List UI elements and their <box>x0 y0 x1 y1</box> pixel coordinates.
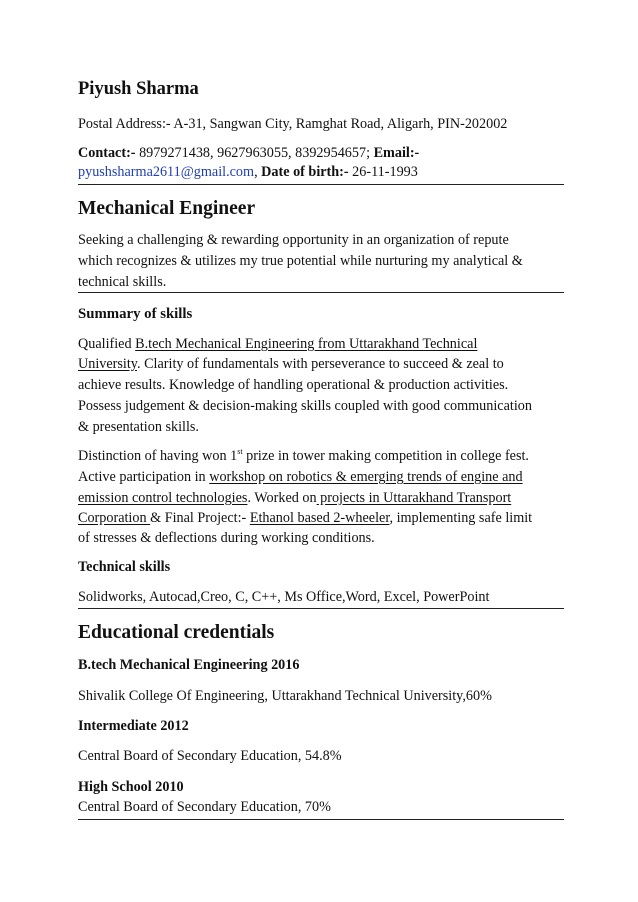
workshop-link[interactable]: workshop on robotics & emerging trends of engine and <box>209 469 523 485</box>
education-detail: Central Board of Secondary Education, 70% <box>78 799 331 815</box>
contact-line <box>78 145 419 162</box>
education-degree: High School 2010 <box>78 779 184 795</box>
divider <box>78 184 564 185</box>
contact-label: Contact:- <box>78 145 136 161</box>
degree-link[interactable]: B.tech Mechanical Engineering from Uttarakhand Technical <box>135 336 478 352</box>
email-label: Email:- <box>373 145 420 161</box>
summary-line <box>78 356 504 373</box>
education-heading: Educational credentials <box>78 622 275 643</box>
workshop-link[interactable]: emission control technologies <box>78 490 248 506</box>
email-separator: , <box>254 164 262 180</box>
summary-text: prize in tower making competition in college fest. <box>242 448 529 464</box>
candidate-name: Piyush Sharma <box>78 79 199 99</box>
divider <box>78 608 564 609</box>
summary-line <box>78 490 511 507</box>
summary-line <box>78 469 523 486</box>
objective-line: technical skills. <box>78 274 167 290</box>
university-link[interactable]: University <box>78 356 137 372</box>
objective-line: which recognizes & utilizes my true potential while nurturing my analytical & <box>78 253 523 269</box>
summary-text: Active participation in <box>78 469 210 485</box>
summary-line: achieve results. Knowledge of handling operational & production activities. <box>78 377 509 393</box>
email-link[interactable]: pyushsharma2611@gmail.com <box>78 164 255 180</box>
summary-line: & presentation skills. <box>78 419 199 435</box>
summary-text: & Final Project:- <box>150 510 250 526</box>
summary-line <box>78 448 529 465</box>
final-project-link[interactable]: Ethanol based 2-wheeler <box>249 510 390 526</box>
dob-label: Date of birth:- <box>261 164 349 180</box>
summary-text: Distinction of having won 1 <box>78 448 238 464</box>
summary-text: , implementing safe limit <box>389 510 533 526</box>
dob-value: 26-11-1993 <box>348 164 418 180</box>
summary-text: . Worked on <box>247 490 317 506</box>
postal-address: Postal Address:- A-31, Sangwan City, Ramghat Road, Aligarh, PIN-202002 <box>78 116 508 132</box>
summary-line: Possess judgement & decision-making skills coupled with good communication <box>78 398 532 414</box>
technical-skills-list: Solidworks, Autocad,Creo, C, C++, Ms Office,Word, Excel, PowerPoint <box>78 589 490 605</box>
summary-heading: Summary of skills <box>78 306 193 322</box>
email-dob-line <box>78 164 418 181</box>
education-detail: Shivalik College Of Engineering, Uttarakhand Technical University,60% <box>78 688 492 704</box>
summary-text: Qualified <box>78 336 136 352</box>
job-title-heading: Mechanical Engineer <box>78 198 256 219</box>
objective-line: Seeking a challenging & rewarding opportunity in an organization of repute <box>78 232 509 248</box>
education-degree: B.tech Mechanical Engineering 2016 <box>78 657 300 673</box>
education-degree: Intermediate 2012 <box>78 718 189 734</box>
projects-link[interactable]: Corporation <box>78 510 151 526</box>
technical-skills-heading: Technical skills <box>78 559 171 575</box>
summary-text: . Clarity of fundamentals with perseverance to succeed & zeal to <box>136 356 504 372</box>
divider <box>78 292 564 293</box>
summary-line: of stresses & deflections during working conditions. <box>78 530 375 546</box>
ordinal-suffix: st <box>237 447 243 456</box>
divider <box>78 819 564 820</box>
projects-link[interactable]: projects in Uttarakhand Transport <box>316 490 512 506</box>
summary-line <box>78 336 477 353</box>
education-detail: Central Board of Secondary Education, 54.8% <box>78 748 342 764</box>
summary-line <box>78 510 532 527</box>
contact-numbers: 8979271438, 9627963055, 8392954657; <box>135 145 374 161</box>
